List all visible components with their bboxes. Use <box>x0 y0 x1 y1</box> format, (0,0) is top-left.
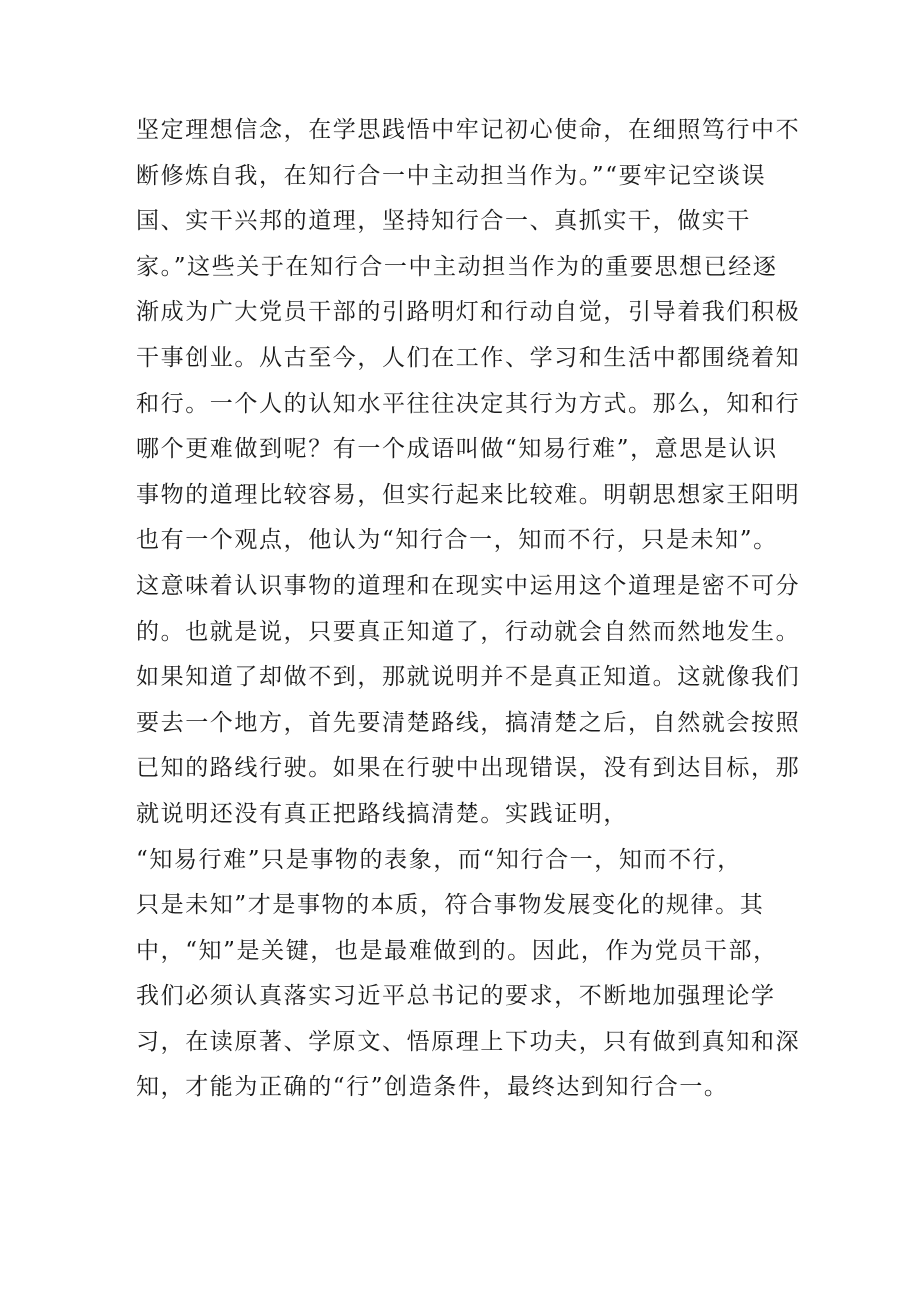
text-line: 已知的路线行驶。如果在行驶中出现错误，没有到达目标，那 <box>136 755 801 782</box>
text-line: 习，在读原著、学原文、悟原理上下功夫，只有做到真知和深 <box>136 1028 801 1055</box>
text-line: 知，才能为正确的“行”创造条件，最终达到知行合一。 <box>136 1074 729 1101</box>
text-line: 断修炼自我，在知行合一中主动担当作为。”“要牢记空谈误 <box>136 162 767 189</box>
text-line: 坚定理想信念，在学思践悟中牢记初心使命，在细照笃行中不 <box>136 117 801 143</box>
text-line: 也有一个观点，他认为“知行合一，知而不行，只是未知”。 <box>136 527 778 554</box>
text-line: 渐成为广大党员干部的引路明灯和行动自觉，引导着我们积极 <box>136 299 801 326</box>
text-line: 只是未知”才是事物的本质，符合事物发展变化的规律。其 <box>136 892 765 919</box>
text-line: 国、实干兴邦的道理，坚持知行合一、真抓实干，做实干 <box>136 208 751 235</box>
text-line: 干事创业。从古至今，人们在工作、学习和生活中都围绕着知 <box>136 344 801 371</box>
text-line: 这意味着认识事物的道理和在现实中运用这个道理是密不可分 <box>136 572 801 599</box>
text-line: 事物的道理比较容易，但实行起来比较难。明朝思想家王阳明 <box>136 481 801 508</box>
text-line: 和行。一个人的认知水平往往决定其行为方式。那么，知和行 <box>136 390 801 417</box>
text-line: 如果知道了却做不到，那就说明并不是真正知道。这就像我们 <box>136 664 801 691</box>
text-line: 就说明还没有真正把路线搞清楚。实践证明， <box>136 800 628 827</box>
body-text <box>136 108 801 1111</box>
text-line: 中，“知”是关键，也是最难做到的。因此，作为党员干部， <box>136 937 778 964</box>
text-line: 我们必须认真落实习近平总书记的要求，不断地加强理论学 <box>136 983 776 1010</box>
text-line: “知易行难”只是事物的表象，而“知行合一，知而不行， <box>136 846 742 873</box>
text-line: 的。也就是说，只要真正知道了，行动就会自然而然地发生。 <box>136 618 801 645</box>
text-line: 家。”这些关于在知行合一中主动担当作为的重要思想已经逐 <box>136 253 778 280</box>
text-line: 哪个更难做到呢？有一个成语叫做“知易行难”，意思是认识 <box>136 436 778 463</box>
text-line: 要去一个地方，首先要清楚路线，搞清楚之后，自然就会按照 <box>136 709 801 736</box>
